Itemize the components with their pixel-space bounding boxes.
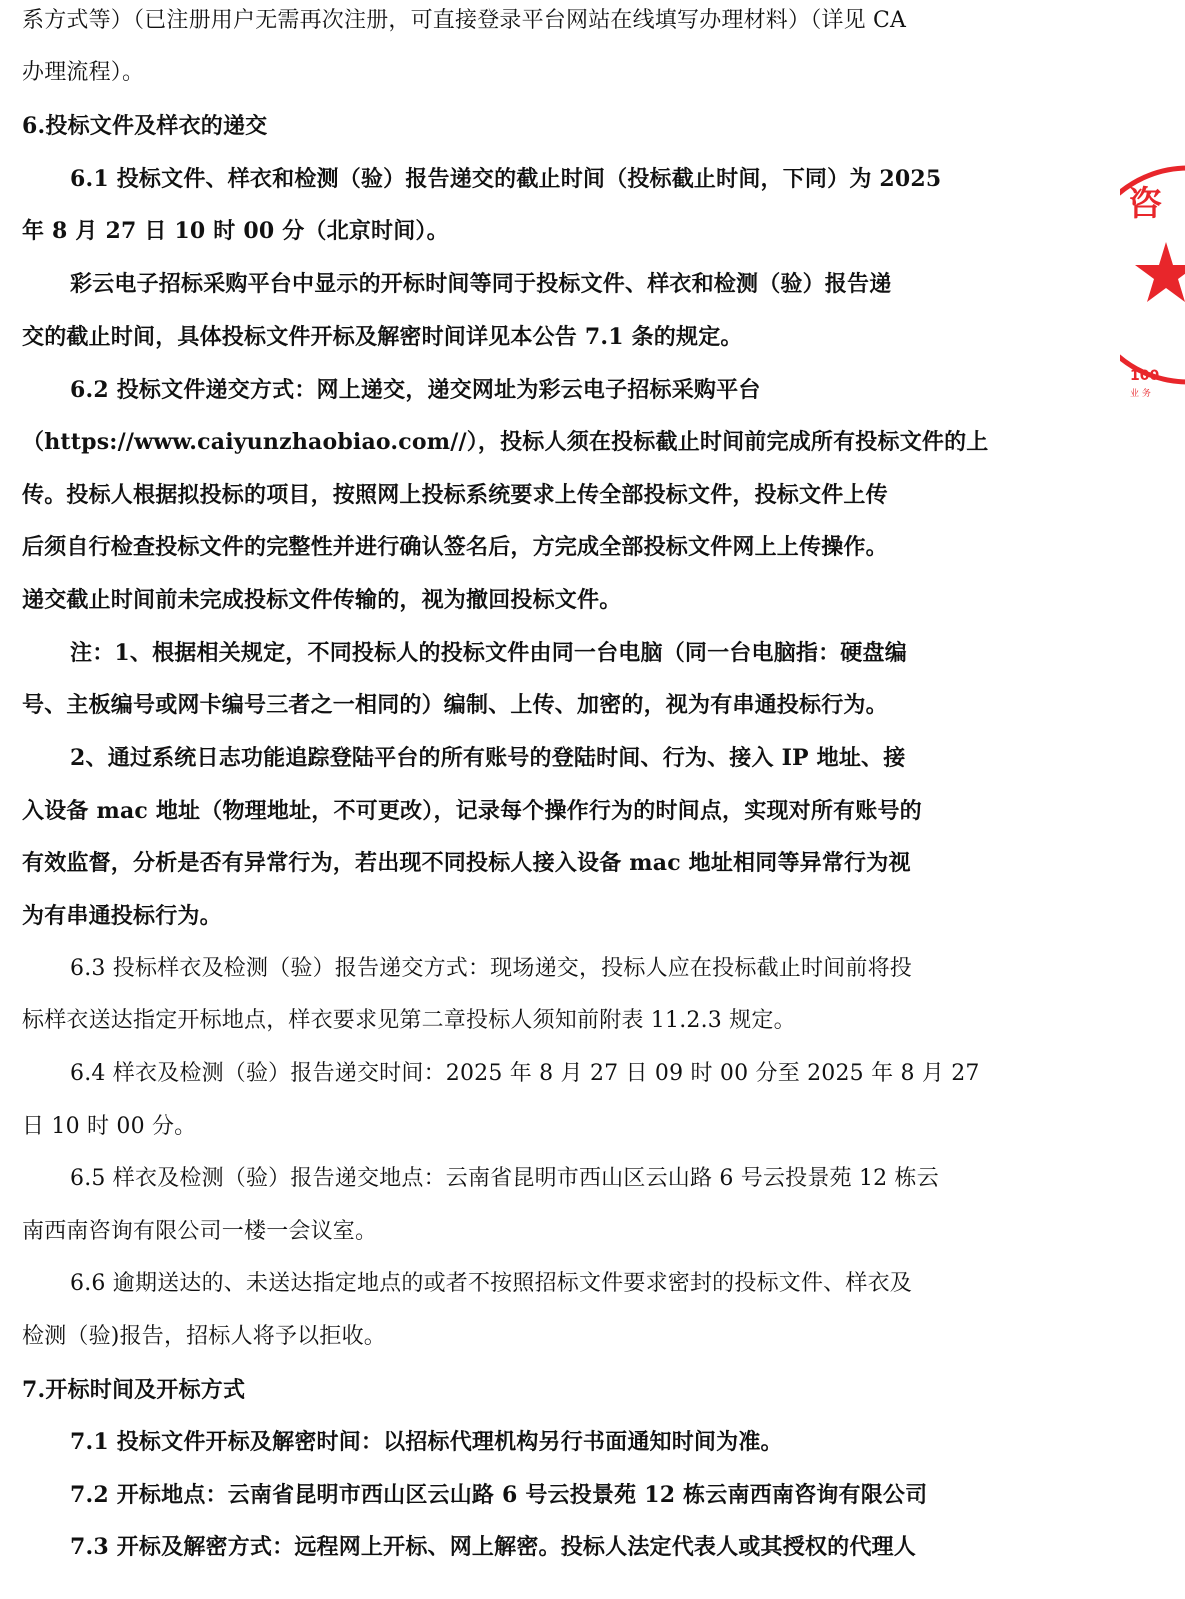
text-line: 系方式等）（已注册用户无需再次注册，可直接登录平台网站在线填写办理材料）（详见 CA <box>22 8 907 33</box>
text-line: 有效监督，分析是否有异常行为，若出现不同投标人接入设备 mac 地址相同等异常行为视 <box>22 850 911 876</box>
text-line: 办理流程）。 <box>22 60 145 85</box>
text-line: 6.4 样衣及检测（验）报告递交时间：2025 年 8 月 27 日 09 时 00 分至 2025 年 8 月 27 <box>70 1061 980 1086</box>
text-line: 标样衣送达指定开标地点，样衣要求见第二章投标人须知前附表 11.2.3 规定。 <box>22 1008 796 1033</box>
seal-star <box>1135 242 1185 302</box>
company-seal <box>1120 150 1185 410</box>
text-line: 号、主板编号或网卡编号三者之一相同的）编制、上传、加密的，视为有串通投标行为。 <box>22 692 888 718</box>
text-line: 为有串通投标行为。 <box>22 903 222 929</box>
text-line: 7.1 投标文件开标及解密时间：以招标代理机构另行书面通知时间为准。 <box>70 1429 783 1455</box>
text-line: 6.3 投标样衣及检测（验）报告递交方式：现场递交，投标人应在投标截止时间前将投 <box>70 956 912 981</box>
text-line: 入设备 mac 地址（物理地址，不可更改），记录每个操作行为的时间点，实现对所有账号的 <box>22 798 922 824</box>
text-line: 交的截止时间，具体投标文件开标及解密时间详见本公告 7.1 条的规定。 <box>22 324 743 350</box>
text-line: 递交截止时间前未完成投标文件传输的，视为撤回投标文件。 <box>22 587 622 613</box>
text-line: 注：1、根据相关规定，不同投标人的投标文件由同一台电脑（同一台电脑指：硬盘编 <box>70 640 907 666</box>
seal-small-text: 业 务 <box>1130 389 1151 399</box>
seal-digits: 100 <box>1130 368 1160 384</box>
section-heading: 7.开标时间及开标方式 <box>22 1377 246 1403</box>
section-heading: 6.投标文件及样衣的递交 <box>22 113 268 139</box>
text-line: 传。投标人根据拟投标的项目，按照网上投标系统要求上传全部投标文件，投标文件上传 <box>22 482 888 508</box>
text-line: 6.1 投标文件、样衣和检测（验）报告递交的截止时间（投标截止时间，下同）为 2025 <box>70 166 942 192</box>
seal-char: 咨 <box>1128 184 1162 224</box>
text-line: 南西南咨询有限公司一楼一会议室。 <box>22 1219 378 1244</box>
text-line: 7.2 开标地点：云南省昆明市西山区云山路 6 号云投景苑 12 栋云南西南咨询有限公司 <box>70 1482 928 1508</box>
text-line: 6.5 样衣及检测（验）报告递交地点：云南省昆明市西山区云山路 6 号云投景苑 12 栋云 <box>70 1166 939 1191</box>
text-line: 后须自行检查投标文件的完整性并进行确认签名后，方完成全部投标文件网上上传操作。 <box>22 534 888 560</box>
text-line: （https://www.caiyunzhaobiao.com//），投标人须在投标截止时间前完成所有投标文件的上 <box>22 429 989 455</box>
text-line: 2、通过系统日志功能追踪登陆平台的所有账号的登陆时间、行为、接入 IP 地址、接 <box>70 745 906 771</box>
text-line: 6.2 投标文件递交方式：网上递交，递交网址为彩云电子招标采购平台 <box>70 377 761 403</box>
text-line: 7.3 开标及解密方式：远程网上开标、网上解密。投标人法定代表人或其授权的代理人 <box>70 1534 916 1560</box>
text-line: 检测（验)报告，招标人将予以拒收。 <box>22 1324 386 1349</box>
text-line: 年 8 月 27 日 10 时 00 分（北京时间）。 <box>22 218 449 244</box>
text-line: 彩云电子招标采购平台中显示的开标时间等同于投标文件、样衣和检测（验）报告递 <box>70 271 892 297</box>
text-line: 日 10 时 00 分。 <box>22 1114 197 1139</box>
text-line: 6.6 逾期送达的、未送达指定地点的或者不按照招标文件要求密封的投标文件、样衣及 <box>70 1271 912 1296</box>
